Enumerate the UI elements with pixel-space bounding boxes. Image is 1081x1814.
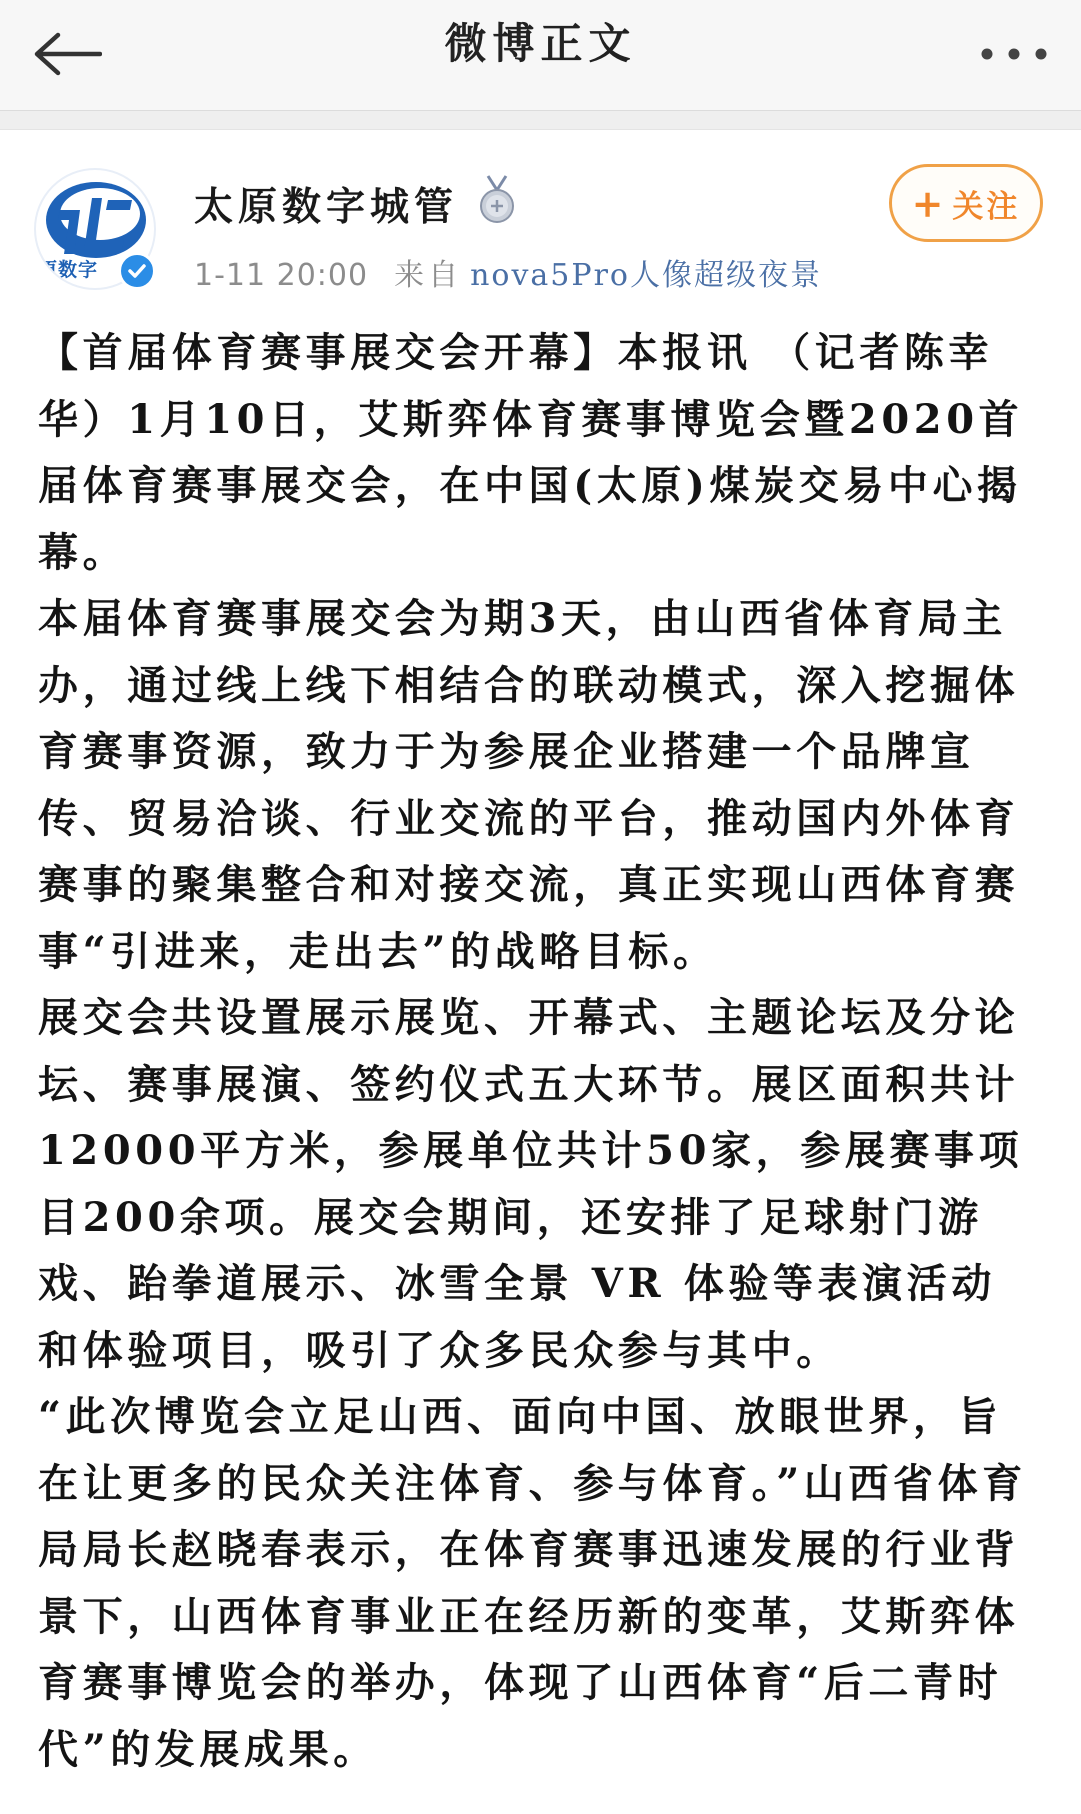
medal-icon (476, 174, 518, 226)
checkmark-icon (127, 263, 147, 279)
post-paragraph: 展交会共设置展示展览、开幕式、主题论坛及分论坛、赛事展演、签约仪式五大环节。展区面积共计12000平方米，参展单位共计50家，参展赛事项目200余项。展交会期间，还安排了足球射门游戏、跆拳道展示、冰雪全景 VR 体验等表演活动和体验项目，吸引了众多民众参与其中。 (38, 994, 1024, 1374)
post-paragraph: 【首届体育赛事展交会开幕】本报讯 （记者陈幸华）1月10日，艾斯弈体育赛事博览会暨2020首届体育赛事展交会，在中国(太原)煤炭交易中心揭幕。 (38, 329, 1024, 576)
post-paragraph: 本届体育赛事展交会为期3天，由山西省体育局主办，通过线上线下相结合的联动模式，深入挖掘体育赛事资源，致力于为参展企业搭建一个品牌宣传、贸易洽谈、行业交流的平台，推动国内外体育赛事的聚集整合和对接交流，真正实现山西体育赛事“引进来，走出去”的战略目标。 (38, 595, 1020, 975)
post-paragraph: “此次博览会立足山西、面向中国、放眼世界，旨在让更多的民众关注体育、参与体育。”山西省体育局局长赵晓春表示，在体育赛事迅速发展的行业背景下，山西体育事业正在经历新的变革，艾斯弈体育赛事博览会的举办，体现了山西体育“后二青时代”的发展成果。 (38, 1393, 1027, 1773)
arrow-left-icon (32, 32, 102, 76)
post-body (38, 320, 1028, 1783)
verified-badge (118, 252, 156, 290)
top-nav-bar (0, 0, 1081, 111)
source-label: 来自 (394, 258, 463, 293)
section-divider (0, 111, 1081, 130)
back-button[interactable] (22, 18, 112, 90)
avatar-caption: 原数字 (38, 259, 99, 281)
source-device-link[interactable]: nova5Pro人像超级夜景 (470, 258, 822, 293)
author-name[interactable]: 太原数字城管 (194, 184, 459, 230)
more-button[interactable] (969, 18, 1059, 90)
page-title: 微博正文 (444, 19, 637, 68)
follow-label: 关注 (952, 188, 1021, 225)
more-dots-icon (979, 47, 1049, 61)
post-meta (194, 250, 822, 294)
follow-button[interactable] (889, 164, 1043, 242)
post-time: 1-11 20:00 (194, 258, 369, 293)
plus-icon: + (911, 180, 947, 226)
